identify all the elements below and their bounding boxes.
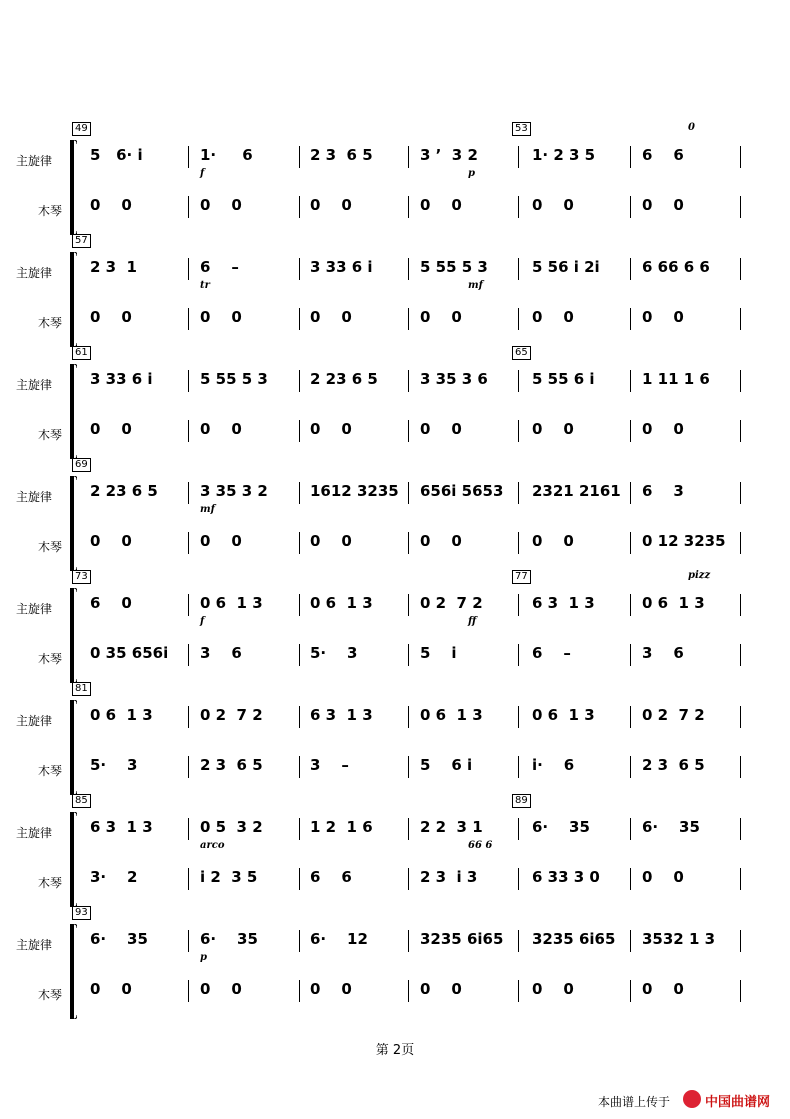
xylophone-measure: 6 33 3 0 — [532, 868, 600, 886]
score-system — [0, 794, 790, 904]
site-logo — [683, 1088, 775, 1110]
barline — [408, 196, 409, 218]
instrument-label-bottom: 木琴 — [38, 316, 63, 330]
xylophone-measure: 0 12 3235 — [642, 532, 726, 550]
instrument-label-bottom: 木琴 — [38, 428, 63, 442]
melody-measure: 2 3 1 — [90, 258, 137, 276]
instrument-label-top: 主旋律 — [16, 826, 53, 840]
barline — [299, 868, 300, 890]
barline — [630, 308, 631, 330]
barline — [408, 532, 409, 554]
staff-brace — [70, 812, 77, 907]
melody-measure: 3 33 6 i — [310, 258, 373, 276]
barline — [740, 370, 741, 392]
barline — [188, 370, 189, 392]
xylophone-measure: 2 3 6 5 — [200, 756, 263, 774]
measure-number: 57 — [72, 234, 91, 248]
xylophone-measure: i· 6 — [532, 756, 575, 774]
barline — [518, 146, 519, 168]
melody-measure: 0 2 7 2 — [642, 706, 705, 724]
barline — [630, 146, 631, 168]
barline — [408, 980, 409, 1002]
measure-number: 77 — [512, 570, 531, 584]
score-system — [0, 122, 790, 232]
barline — [408, 868, 409, 890]
melody-measure: 5 56 i 2i — [532, 258, 600, 276]
barline — [299, 980, 300, 1002]
melody-measure: 1· 6 — [200, 146, 253, 164]
barline — [299, 482, 300, 504]
dynamic-mark: mf — [468, 280, 483, 291]
melody-measure: 5 6· i — [90, 146, 143, 164]
xylophone-measure: 0 0 — [200, 420, 242, 438]
xylophone-measure: 3 6 — [642, 644, 684, 662]
barline — [188, 868, 189, 890]
barline — [740, 594, 741, 616]
xylophone-measure: 0 0 — [532, 980, 574, 998]
melody-measure: 3532 1 3 — [642, 930, 716, 948]
barline — [299, 532, 300, 554]
melody-measure: 6 0 — [90, 594, 132, 612]
barline — [630, 930, 631, 952]
instrument-label-bottom: 木琴 — [38, 876, 63, 890]
barline — [630, 258, 631, 280]
melody-measure: 0 5 3 2 — [200, 818, 263, 836]
melody-measure: 3 35 3 2 — [200, 482, 268, 500]
xylophone-measure: i 2 3 5 — [200, 868, 258, 886]
instrument-label-top: 主旋律 — [16, 266, 53, 280]
melody-measure: 2321 2161 — [532, 482, 621, 500]
barline — [299, 706, 300, 728]
instrument-label-bottom: 木琴 — [38, 988, 63, 1002]
instrument-label-bottom: 木琴 — [38, 764, 63, 778]
logo-icon — [683, 1090, 701, 1108]
dynamic-mark: arco — [200, 840, 225, 851]
melody-measure: 656i 5653 — [420, 482, 504, 500]
barline — [408, 482, 409, 504]
barline — [188, 594, 189, 616]
dynamic-mark: ff — [468, 616, 477, 627]
melody-measure: 5 55 6 i — [532, 370, 595, 388]
score-system — [0, 346, 790, 456]
melody-measure: 0 6 1 3 — [420, 706, 483, 724]
xylophone-measure: 0 0 — [420, 196, 462, 214]
xylophone-measure: 0 0 — [90, 196, 132, 214]
melody-measure: 6· 35 — [200, 930, 258, 948]
melody-measure: 0 2 7 2 — [420, 594, 483, 612]
melody-measure: 1· 2 3 5 — [532, 146, 596, 164]
barline — [630, 594, 631, 616]
barline — [740, 532, 741, 554]
xylophone-measure: 6 – — [532, 644, 571, 662]
xylophone-measure: 0 0 — [200, 308, 242, 326]
barline — [188, 532, 189, 554]
barline — [408, 756, 409, 778]
barline — [740, 146, 741, 168]
melody-measure: 5 55 5 3 — [420, 258, 488, 276]
barline — [518, 420, 519, 442]
barline — [188, 644, 189, 666]
melody-measure: 3235 6i65 — [420, 930, 504, 948]
barline — [740, 930, 741, 952]
melody-measure: 0 6 1 3 — [310, 594, 373, 612]
barline — [630, 196, 631, 218]
score-system — [0, 570, 790, 680]
xylophone-measure: 0 0 — [90, 420, 132, 438]
xylophone-measure: 0 0 — [420, 532, 462, 550]
barline — [518, 930, 519, 952]
melody-measure: 0 6 1 3 — [200, 594, 263, 612]
xylophone-measure: 3 6 — [200, 644, 242, 662]
barline — [518, 258, 519, 280]
melody-measure: 6 3 1 3 — [90, 818, 153, 836]
instrument-label-top: 主旋律 — [16, 938, 53, 952]
xylophone-measure: 5 6 i — [420, 756, 473, 774]
barline — [518, 706, 519, 728]
melody-measure: 6· 12 — [310, 930, 368, 948]
barline — [299, 308, 300, 330]
melody-measure: 6 3 1 3 — [532, 594, 595, 612]
upload-caption: 本曲谱上传于 — [598, 1095, 671, 1109]
barline — [630, 532, 631, 554]
xylophone-measure: 0 0 — [532, 196, 574, 214]
barline — [518, 594, 519, 616]
instrument-label-top: 主旋律 — [16, 602, 53, 616]
dynamic-mark: 0 — [688, 122, 695, 133]
barline — [408, 420, 409, 442]
barline — [518, 308, 519, 330]
melody-measure: 6 3 1 3 — [310, 706, 373, 724]
xylophone-measure: 0 0 — [200, 980, 242, 998]
barline — [188, 706, 189, 728]
logo-text: 中国曲谱网 — [705, 1095, 771, 1110]
barline — [188, 930, 189, 952]
measure-number: 61 — [72, 346, 91, 360]
xylophone-measure: 5 i — [420, 644, 457, 662]
xylophone-measure: 0 0 — [310, 420, 352, 438]
xylophone-measure: 2 3 i 3 — [420, 868, 478, 886]
melody-measure: 3 ’ 3 2 — [420, 146, 478, 164]
measure-number: 65 — [512, 346, 531, 360]
xylophone-measure: 0 0 — [532, 532, 574, 550]
barline — [740, 756, 741, 778]
barline — [408, 818, 409, 840]
barline — [188, 980, 189, 1002]
xylophone-measure: 0 0 — [532, 420, 574, 438]
barline — [188, 196, 189, 218]
barline — [518, 532, 519, 554]
barline — [518, 818, 519, 840]
barline — [630, 644, 631, 666]
barline — [299, 594, 300, 616]
barline — [740, 420, 741, 442]
melody-measure: 6· 35 — [532, 818, 590, 836]
melody-measure: 2 23 6 5 — [90, 482, 158, 500]
xylophone-measure: 3 – — [310, 756, 349, 774]
dynamic-mark: pizz — [688, 570, 711, 581]
melody-measure: 1 2 1 6 — [310, 818, 373, 836]
xylophone-measure: 0 0 — [90, 308, 132, 326]
xylophone-measure: 0 0 — [200, 532, 242, 550]
barline — [740, 482, 741, 504]
xylophone-measure: 2 3 6 5 — [642, 756, 705, 774]
xylophone-measure: 0 0 — [310, 532, 352, 550]
melody-measure: 5 55 5 3 — [200, 370, 268, 388]
melody-measure: 6· 35 — [90, 930, 148, 948]
page-number: 第 2页 — [375, 1043, 415, 1058]
dynamic-mark: p — [468, 168, 475, 179]
melody-measure: 6 – — [200, 258, 239, 276]
instrument-label-top: 主旋律 — [16, 714, 53, 728]
barline — [188, 308, 189, 330]
melody-measure: 2 2 3 1 — [420, 818, 483, 836]
barline — [299, 146, 300, 168]
instrument-label-bottom: 木琴 — [38, 652, 63, 666]
barline — [740, 818, 741, 840]
xylophone-measure: 0 0 — [90, 980, 132, 998]
xylophone-measure: 0 0 — [642, 308, 684, 326]
barline — [299, 644, 300, 666]
barline — [518, 196, 519, 218]
barline — [188, 818, 189, 840]
melody-measure: 1 11 1 6 — [642, 370, 710, 388]
barline — [408, 370, 409, 392]
barline — [740, 980, 741, 1002]
barline — [299, 196, 300, 218]
barline — [630, 370, 631, 392]
score-system — [0, 682, 790, 792]
staff-brace — [70, 140, 77, 235]
dynamic-mark: f — [200, 616, 205, 627]
instrument-label-top: 主旋律 — [16, 154, 53, 168]
barline — [188, 258, 189, 280]
dynamic-mark: p — [200, 952, 207, 963]
xylophone-measure: 0 0 — [90, 532, 132, 550]
xylophone-measure: 0 0 — [200, 196, 242, 214]
barline — [740, 308, 741, 330]
barline — [630, 756, 631, 778]
melody-measure: 6 66 6 6 — [642, 258, 710, 276]
barline — [299, 818, 300, 840]
staff-brace — [70, 700, 77, 795]
barline — [408, 930, 409, 952]
score-system — [0, 234, 790, 344]
barline — [408, 146, 409, 168]
barline — [188, 482, 189, 504]
barline — [740, 644, 741, 666]
xylophone-measure: 0 35 656i — [90, 644, 169, 662]
melody-measure: 6· 35 — [642, 818, 700, 836]
barline — [630, 482, 631, 504]
barline — [630, 706, 631, 728]
staff-brace — [70, 364, 77, 459]
barline — [518, 482, 519, 504]
barline — [518, 868, 519, 890]
melody-measure: 0 6 1 3 — [642, 594, 705, 612]
barline — [188, 146, 189, 168]
xylophone-measure: 0 0 — [642, 196, 684, 214]
melody-measure: 0 2 7 2 — [200, 706, 263, 724]
barline — [299, 930, 300, 952]
barline — [408, 644, 409, 666]
barline — [740, 258, 741, 280]
measure-number: 49 — [72, 122, 91, 136]
melody-measure: 2 23 6 5 — [310, 370, 378, 388]
measure-number: 69 — [72, 458, 91, 472]
barline — [740, 706, 741, 728]
instrument-label-top: 主旋律 — [16, 378, 53, 392]
barline — [518, 980, 519, 1002]
dynamic-mark: f — [200, 168, 205, 179]
melody-measure: 1612 3235 — [310, 482, 399, 500]
barline — [630, 980, 631, 1002]
melody-measure: 2 3 6 5 — [310, 146, 373, 164]
staff-brace — [70, 252, 77, 347]
dynamic-mark: 66 6 — [468, 840, 493, 851]
melody-measure: 0 6 1 3 — [532, 706, 595, 724]
xylophone-measure: 5· 3 — [90, 756, 138, 774]
instrument-label-bottom: 木琴 — [38, 540, 63, 554]
barline — [299, 258, 300, 280]
barline — [408, 308, 409, 330]
barline — [299, 370, 300, 392]
xylophone-measure: 6 6 — [310, 868, 352, 886]
measure-number: 85 — [72, 794, 91, 808]
dynamic-mark: mf — [200, 504, 215, 515]
xylophone-measure: 0 0 — [532, 308, 574, 326]
measure-number: 73 — [72, 570, 91, 584]
barline — [518, 644, 519, 666]
score-system — [0, 906, 790, 1016]
barline — [408, 258, 409, 280]
melody-measure: 6 3 — [642, 482, 684, 500]
barline — [188, 420, 189, 442]
barline — [740, 196, 741, 218]
barline — [188, 756, 189, 778]
melody-measure: 3 35 3 6 — [420, 370, 488, 388]
barline — [630, 420, 631, 442]
melody-measure: 0 6 1 3 — [90, 706, 153, 724]
xylophone-measure: 0 0 — [642, 420, 684, 438]
staff-brace — [70, 588, 77, 683]
xylophone-measure: 0 0 — [310, 196, 352, 214]
barline — [299, 756, 300, 778]
barline — [408, 594, 409, 616]
barline — [518, 756, 519, 778]
barline — [630, 818, 631, 840]
xylophone-measure: 0 0 — [642, 868, 684, 886]
xylophone-measure: 0 0 — [420, 420, 462, 438]
melody-measure: 6 6 — [642, 146, 684, 164]
xylophone-measure: 0 0 — [420, 308, 462, 326]
score-system — [0, 458, 790, 568]
barline — [408, 706, 409, 728]
xylophone-measure: 3· 2 — [90, 868, 138, 886]
staff-brace — [70, 476, 77, 571]
instrument-label-bottom: 木琴 — [38, 204, 63, 218]
xylophone-measure: 0 0 — [310, 308, 352, 326]
xylophone-measure: 0 0 — [642, 980, 684, 998]
barline — [630, 868, 631, 890]
xylophone-measure: 0 0 — [310, 980, 352, 998]
melody-measure: 3 33 6 i — [90, 370, 153, 388]
melody-measure: 3235 6i65 — [532, 930, 616, 948]
dynamic-mark: tr — [200, 280, 210, 291]
measure-number: 53 — [512, 122, 531, 136]
barline — [740, 868, 741, 890]
measure-number: 81 — [72, 682, 91, 696]
staff-brace — [70, 924, 77, 1019]
barline — [299, 420, 300, 442]
measure-number: 93 — [72, 906, 91, 920]
measure-number: 89 — [512, 794, 531, 808]
xylophone-measure: 0 0 — [420, 980, 462, 998]
instrument-label-top: 主旋律 — [16, 490, 53, 504]
barline — [518, 370, 519, 392]
xylophone-measure: 5· 3 — [310, 644, 358, 662]
